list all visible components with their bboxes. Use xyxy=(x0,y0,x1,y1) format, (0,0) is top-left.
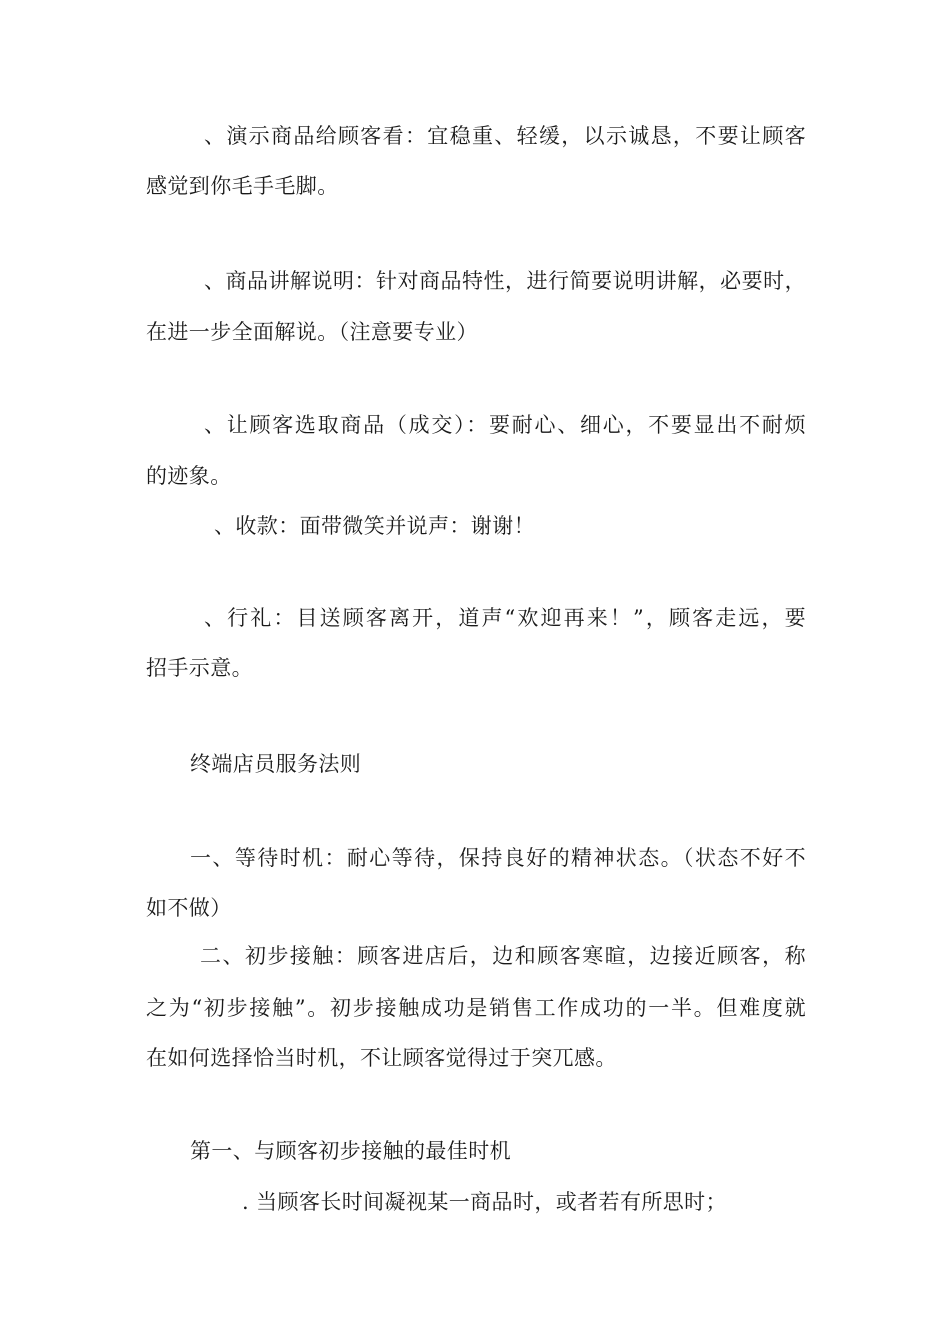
section-heading: 终端店员服务法则 xyxy=(190,752,362,776)
paragraph-line: 在如何选择恰当时机，不让顾客觉得过于突兀感。 xyxy=(146,1046,617,1070)
paragraph-line: 一、等待时机：耐心等待，保持良好的精神状态。（状态不好不 xyxy=(190,846,806,870)
paragraph-line: 、让顾客选取商品（成交）：要耐心、细心，不要显出不耐烦 xyxy=(204,413,806,437)
paragraph-line: 、商品讲解说明：针对商品特性，进行简要说明讲解，必要时， xyxy=(204,269,806,293)
paragraph-line: 如不做） xyxy=(146,896,232,920)
paragraph-line: 在进一步全面解说。（注意要专业） xyxy=(146,320,478,344)
paragraph-line: 二、初步接触：顾客进店后，边和顾客寒暄，边接近顾客，称 xyxy=(200,944,806,968)
subsection-heading: 第一、与顾客初步接触的最佳时机 xyxy=(190,1139,511,1163)
paragraph-line: 、收款：面带微笑并说声：谢谢！ xyxy=(214,514,535,538)
list-item: . 当顾客长时间凝视某一商品时，或者若有所思时； xyxy=(242,1190,727,1214)
paragraph-line: 、演示商品给顾客看：宜稳重、轻缓，以示诚恳，不要让顾客 xyxy=(204,124,806,148)
paragraph-line: 的迹象。 xyxy=(146,464,232,488)
paragraph-line: 之为“初步接触”。初步接触成功是销售工作成功的一半。但难度就 xyxy=(146,996,806,1020)
paragraph-line: 感觉到你毛手毛脚。 xyxy=(146,174,339,198)
paragraph-line: 招手示意。 xyxy=(146,656,253,680)
paragraph-line: 、行礼：目送顾客离开，道声“欢迎再来！”，顾客走远，要 xyxy=(204,606,806,630)
